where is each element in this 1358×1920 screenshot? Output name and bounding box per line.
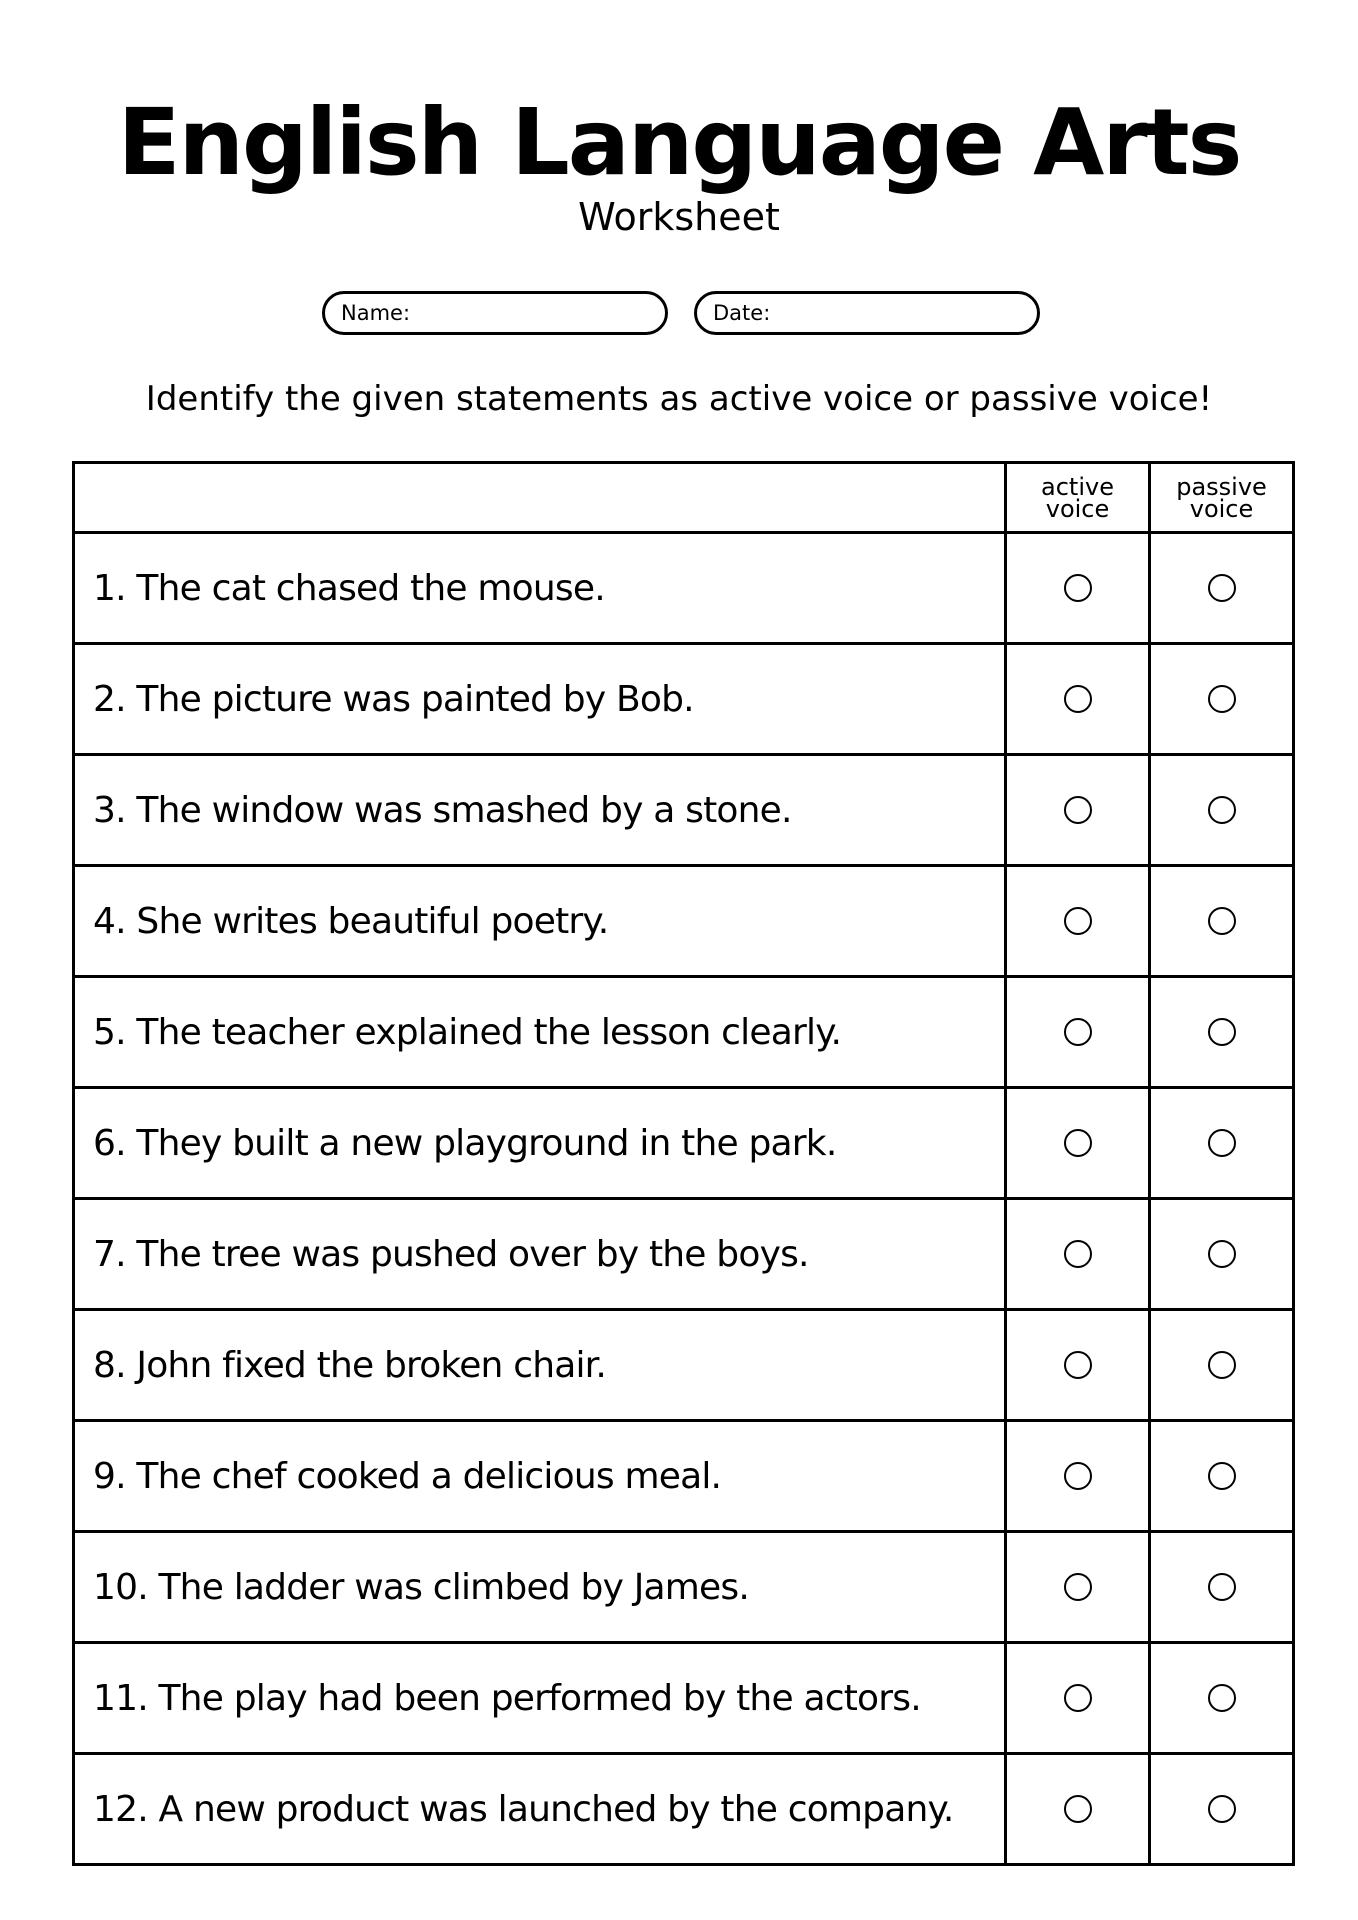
statement-text: 6. They built a new playground in the park. — [74, 1088, 1006, 1199]
passive-voice-radio[interactable] — [1208, 1462, 1236, 1490]
passive-voice-radio[interactable] — [1208, 574, 1236, 602]
active-voice-cell — [1006, 1421, 1150, 1532]
active-voice-cell — [1006, 1088, 1150, 1199]
voice-table — [72, 461, 1295, 1866]
active-voice-cell — [1006, 644, 1150, 755]
active-voice-cell — [1006, 1532, 1150, 1643]
passive-voice-radio[interactable] — [1208, 1573, 1236, 1601]
active-voice-cell — [1006, 1643, 1150, 1754]
table-row — [74, 866, 1294, 977]
table-row — [74, 1532, 1294, 1643]
statement-text: 3. The window was smashed by a stone. — [74, 755, 1006, 866]
passive-voice-cell — [1150, 1088, 1294, 1199]
passive-voice-cell — [1150, 533, 1294, 644]
passive-voice-header — [1150, 463, 1294, 533]
passive-voice-header-label: passive voice — [1176, 472, 1267, 523]
passive-voice-radio[interactable] — [1208, 907, 1236, 935]
passive-voice-cell — [1150, 977, 1294, 1088]
statement-text: 10. The ladder was climbed by James. — [74, 1532, 1006, 1643]
table-row — [74, 1643, 1294, 1754]
table-row — [74, 1310, 1294, 1421]
statement-text: 9. The chef cooked a delicious meal. — [74, 1421, 1006, 1532]
passive-voice-cell — [1150, 644, 1294, 755]
active-voice-cell — [1006, 533, 1150, 644]
active-voice-radio[interactable] — [1064, 907, 1092, 935]
name-label: Name: — [341, 301, 411, 325]
passive-voice-radio[interactable] — [1208, 1795, 1236, 1823]
active-voice-radio[interactable] — [1064, 1351, 1092, 1379]
active-voice-radio[interactable] — [1064, 1129, 1092, 1157]
table-row — [74, 1754, 1294, 1865]
active-voice-cell — [1006, 1754, 1150, 1865]
active-voice-radio[interactable] — [1064, 1573, 1092, 1601]
passive-voice-radio[interactable] — [1208, 1684, 1236, 1712]
statement-text: 11. The play had been performed by the actors. — [74, 1643, 1006, 1754]
active-voice-radio[interactable] — [1064, 1684, 1092, 1712]
passive-voice-cell — [1150, 866, 1294, 977]
passive-voice-cell — [1150, 1754, 1294, 1865]
active-voice-header — [1006, 463, 1150, 533]
table-row — [74, 1421, 1294, 1532]
active-voice-radio[interactable] — [1064, 796, 1092, 824]
active-voice-cell — [1006, 1310, 1150, 1421]
passive-voice-radio[interactable] — [1208, 1018, 1236, 1046]
active-voice-radio[interactable] — [1064, 1240, 1092, 1268]
statement-text: 8. John fixed the broken chair. — [74, 1310, 1006, 1421]
instructions: Identify the given statements as active voice or passive voice! — [145, 379, 1213, 419]
active-voice-radio[interactable] — [1064, 574, 1092, 602]
active-voice-header-label: active voice — [1041, 472, 1114, 523]
passive-voice-cell — [1150, 1643, 1294, 1754]
passive-voice-radio[interactable] — [1208, 796, 1236, 824]
passive-voice-radio[interactable] — [1208, 1129, 1236, 1157]
passive-voice-cell — [1150, 1310, 1294, 1421]
worksheet-title: English Language Arts — [117, 89, 1241, 196]
date-field[interactable] — [694, 291, 1040, 335]
date-label: Date: — [713, 301, 771, 325]
passive-voice-radio[interactable] — [1208, 1351, 1236, 1379]
statement-text: 12. A new product was launched by the company. — [74, 1754, 1006, 1865]
active-voice-radio[interactable] — [1064, 685, 1092, 713]
active-voice-radio[interactable] — [1064, 1018, 1092, 1046]
active-voice-radio[interactable] — [1064, 1462, 1092, 1490]
table-row — [74, 1199, 1294, 1310]
statement-text: 5. The teacher explained the lesson clearly. — [74, 977, 1006, 1088]
table-row — [74, 977, 1294, 1088]
passive-voice-cell — [1150, 755, 1294, 866]
active-voice-cell — [1006, 755, 1150, 866]
table-row — [74, 1088, 1294, 1199]
passive-voice-cell — [1150, 1199, 1294, 1310]
passive-voice-radio[interactable] — [1208, 1240, 1236, 1268]
worksheet-subtitle: Worksheet — [578, 195, 780, 239]
table-row — [74, 755, 1294, 866]
passive-voice-radio[interactable] — [1208, 685, 1236, 713]
active-voice-cell — [1006, 1199, 1150, 1310]
table-header-row — [74, 463, 1294, 533]
statement-text: 2. The picture was painted by Bob. — [74, 644, 1006, 755]
table-row — [74, 533, 1294, 644]
statement-text: 7. The tree was pushed over by the boys. — [74, 1199, 1006, 1310]
statement-text: 1. The cat chased the mouse. — [74, 533, 1006, 644]
passive-voice-cell — [1150, 1421, 1294, 1532]
active-voice-radio[interactable] — [1064, 1795, 1092, 1823]
active-voice-cell — [1006, 866, 1150, 977]
statement-header — [74, 463, 1006, 533]
passive-voice-cell — [1150, 1532, 1294, 1643]
active-voice-cell — [1006, 977, 1150, 1088]
statement-text: 4. She writes beautiful poetry. — [74, 866, 1006, 977]
table-row — [74, 644, 1294, 755]
name-field[interactable] — [322, 291, 668, 335]
